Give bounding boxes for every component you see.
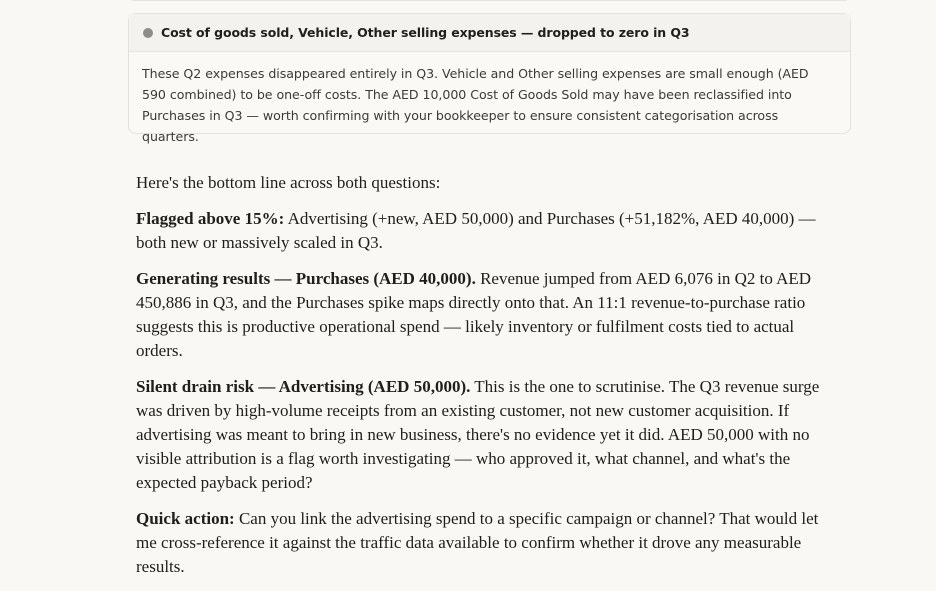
point-flagged bbox=[136, 207, 826, 255]
card-body: These Q2 expenses disappeared entirely in Q3. Vehicle and Other selling expenses are small enough (AED 590 combined) to be one-off costs. The AED 10,000 Cost of Goods Sold may have been reclassified into Purchases in Q3 — worth confirming with your bookkeeper to ensure consistent categorisation across quarters. bbox=[142, 66, 809, 144]
point-text: Revenue jumped from AED 6,076 in Q2 to AED 450,886 in Q3, and the Purchases spike maps directly onto that. An 11:1 revenue-to-purchase ratio suggests this is productive operational spend — likely inventory or fulfilment costs tied to actual orders. bbox=[136, 269, 812, 360]
point-silent-drain bbox=[136, 375, 826, 495]
point-label: Generating results — Purchases (AED 40,000). bbox=[136, 269, 476, 288]
previous-card-edge bbox=[128, 0, 850, 1]
status-dot-icon bbox=[143, 28, 153, 38]
point-text: This is the one to scrutinise. The Q3 revenue surge was driven by high-volume receipts from an existing customer, not new customer acquisition. If advertising was meant to bring in new business, there's no evidence yet it did. AED 50,000 with no visible attribution is a flag worth investigating — who approved it, what channel, and what's the expected payback period? bbox=[136, 377, 820, 492]
point-label: Silent drain risk — Advertising (AED 50,000). bbox=[136, 377, 471, 396]
expense-note-card bbox=[128, 13, 851, 144]
card-title: Cost of goods sold, Vehicle, Other selling expenses — dropped to zero in Q3 bbox=[161, 25, 690, 40]
assistant-message bbox=[136, 171, 826, 591]
point-quick-action bbox=[136, 507, 826, 579]
point-label: Quick action: bbox=[136, 509, 235, 528]
card-header bbox=[129, 14, 850, 52]
point-generating-results bbox=[136, 267, 826, 363]
message-intro: Here's the bottom line across both questions: bbox=[136, 173, 441, 192]
point-label: Flagged above 15%: bbox=[136, 209, 285, 228]
point-text: Can you link the advertising spend to a specific campaign or channel? That would let me cross-reference it against the traffic data available to confirm whether it drove any measurable results. bbox=[136, 509, 819, 576]
point-text: Advertising (+new, AED 50,000) and Purchases (+51,182%, AED 40,000) — both new or massively scaled in Q3. bbox=[136, 209, 816, 252]
